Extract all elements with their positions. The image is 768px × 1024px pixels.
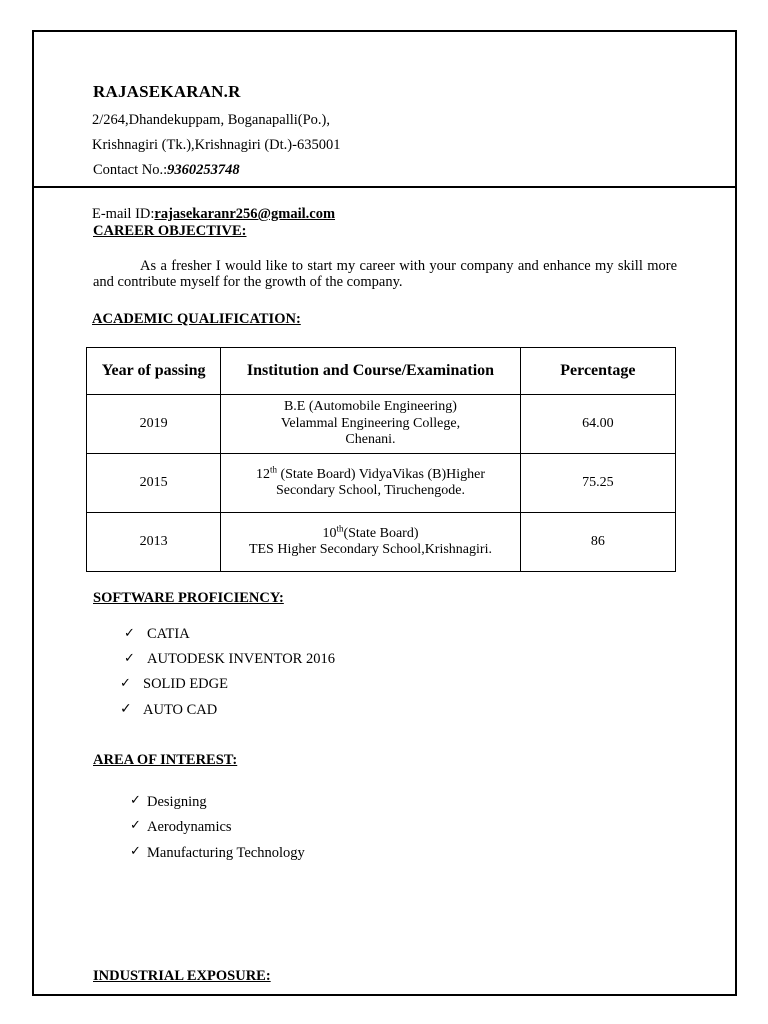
institution-line: Velammal Engineering College, bbox=[280, 415, 461, 431]
table-header-row bbox=[87, 348, 676, 395]
institution-line: Secondary School, Tiruchengode. bbox=[275, 483, 465, 498]
grade-number: 10 bbox=[322, 525, 337, 541]
institution-text: (State Board) bbox=[343, 525, 419, 541]
table-row bbox=[87, 395, 676, 454]
institution-line bbox=[225, 522, 516, 543]
row-percentage: 86 bbox=[520, 513, 675, 572]
column-header-institution: Institution and Course/Examination bbox=[221, 348, 521, 395]
list-item: Designing bbox=[147, 794, 207, 810]
column-header-year: Year of passing bbox=[87, 348, 221, 395]
list-item: Aerodynamics bbox=[147, 819, 232, 835]
checkmark-icon: ✓ bbox=[130, 844, 141, 859]
institution-line: TES Higher Secondary School,Krishnagiri. bbox=[248, 542, 492, 557]
email-line bbox=[92, 206, 335, 223]
address-line-2: Krishnagiri (Tk.),Krishnagiri (Dt.)-635001 bbox=[92, 137, 341, 153]
row-year: 2015 bbox=[87, 454, 221, 513]
academic-table bbox=[86, 347, 676, 572]
row-percentage: 75.25 bbox=[520, 454, 675, 513]
row-year: 2019 bbox=[87, 395, 221, 454]
contact-number: 9360253748 bbox=[167, 162, 240, 178]
software-heading: SOFTWARE PROFICIENCY: bbox=[93, 590, 284, 606]
list-item: SOLID EDGE bbox=[143, 676, 228, 692]
checkmark-icon: ✓ bbox=[124, 651, 135, 666]
institution-line: Chenani. bbox=[345, 432, 396, 448]
email-label: E-mail ID: bbox=[92, 206, 155, 222]
grade-suffix: th bbox=[336, 522, 344, 533]
checkmark-icon: ✓ bbox=[120, 676, 131, 691]
checkmark-icon: ✓ bbox=[124, 626, 135, 641]
checkmark-icon: ✓ bbox=[120, 701, 132, 717]
checkmark-icon: ✓ bbox=[130, 793, 141, 808]
contact-label: Contact No.: bbox=[93, 162, 168, 178]
row-year: 2013 bbox=[87, 513, 221, 572]
table-row bbox=[87, 454, 676, 513]
career-objective-heading: CAREER OBJECTIVE: bbox=[93, 223, 247, 239]
list-item: AUTODESK INVENTOR 2016 bbox=[147, 651, 335, 667]
institution-line: B.E (Automobile Engineering) bbox=[283, 399, 457, 415]
row-institution bbox=[221, 513, 521, 572]
candidate-name: RAJASEKARAN.R bbox=[93, 82, 241, 101]
list-item: Manufacturing Technology bbox=[147, 845, 305, 861]
checkmark-icon: ✓ bbox=[130, 818, 141, 833]
email-address: rajasekaranr256@gmail.com bbox=[154, 206, 336, 222]
contact-line bbox=[93, 162, 240, 179]
row-percentage: 64.00 bbox=[520, 395, 675, 454]
row-institution bbox=[221, 395, 521, 454]
column-header-percentage: Percentage bbox=[520, 348, 675, 395]
row-institution bbox=[221, 454, 521, 513]
institution-line bbox=[225, 463, 516, 484]
list-item: AUTO CAD bbox=[143, 702, 218, 718]
address-line-1: 2/264,Dhandekuppam, Boganapalli(Po.), bbox=[92, 112, 330, 128]
institution-text: (State Board) VidyaVikas (B)Higher bbox=[276, 466, 485, 482]
grade-number: 12 bbox=[255, 466, 270, 482]
grade-suffix: th bbox=[269, 463, 277, 474]
table-row bbox=[87, 513, 676, 572]
academic-heading: ACADEMIC QUALIFICATION: bbox=[92, 311, 301, 327]
industrial-heading: INDUSTRIAL EXPOSURE: bbox=[93, 968, 271, 984]
interest-heading: AREA OF INTEREST: bbox=[93, 752, 238, 768]
list-item: CATIA bbox=[147, 626, 190, 642]
header-divider bbox=[32, 186, 735, 188]
career-objective-text: As a fresher I would like to start my career with your company and enhance my skill more and contribute myself for the growth of the company. bbox=[93, 258, 677, 290]
